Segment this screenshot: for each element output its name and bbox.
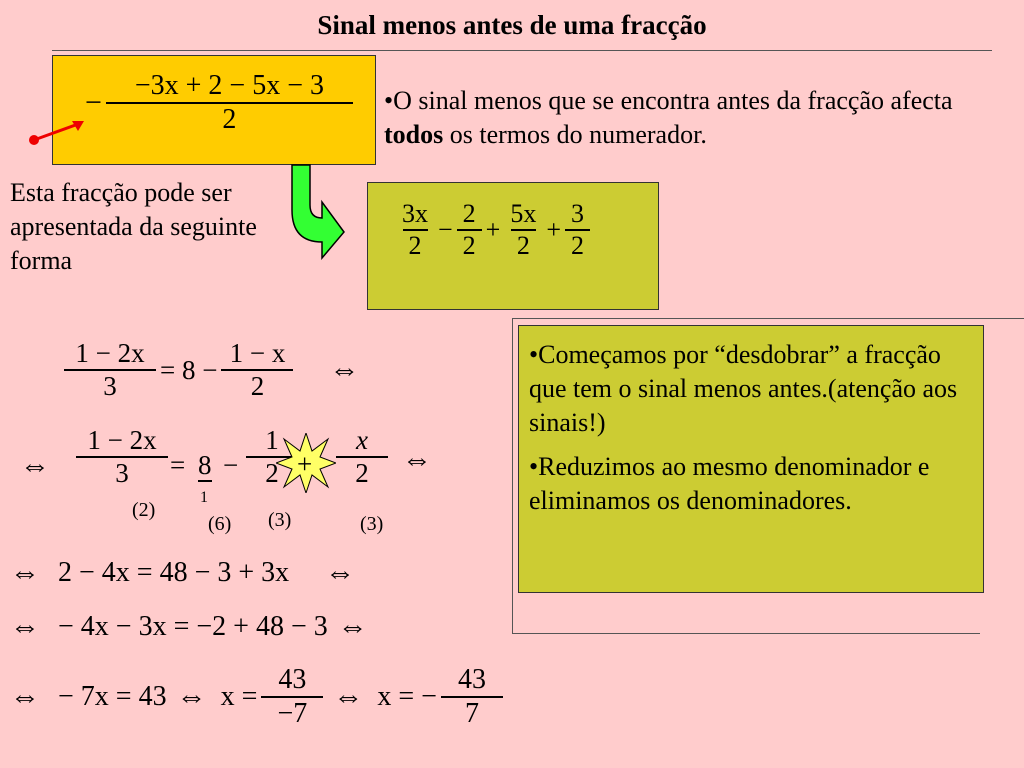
multiplier-label: (6) [208, 513, 232, 535]
step-5-expr: − 7x = 43 [58, 681, 167, 712]
multiplier-label: (2) [132, 499, 156, 521]
expanded-sign-2: − [438, 215, 453, 244]
sign-note-bold: todos [384, 120, 444, 149]
expanded-term-4-den: 2 [565, 229, 590, 261]
step-2 [10, 425, 510, 545]
expanded-term-4-num: 3 [571, 199, 585, 228]
leading-minus-sign: − [85, 86, 102, 119]
step-2-f1-den: 3 [76, 456, 168, 489]
step-2-f3-den: 2 [336, 456, 388, 489]
step-1-eq: = 8 − [160, 354, 218, 385]
step-2-eight: 8 [198, 450, 212, 480]
step-5-f2-den: 7 [441, 696, 503, 730]
expanded-term-3-num: 5x [510, 199, 537, 228]
step-2-f1-num: 1 − 2x [87, 425, 157, 455]
expanded-term-2-den: 2 [457, 229, 482, 261]
expanded-term-4 [565, 199, 590, 261]
equivalence-icon: ⇔ [10, 680, 40, 713]
curved-arrow-icon [280, 160, 350, 260]
step-1-lhs-num: 1 − 2x [75, 338, 145, 368]
info-bottom-rule [512, 633, 980, 634]
expanded-term-1 [396, 199, 434, 261]
multiplier-label: (3) [360, 513, 384, 535]
step-5-f1-den: −7 [261, 696, 323, 730]
sign-note-suffix: os termos do numerador. [443, 120, 707, 149]
step-2-eq: = [170, 450, 186, 480]
info-left-rule [512, 318, 513, 634]
step-3-expr: 2 − 4x = 48 − 3 + 3x [58, 557, 290, 588]
page-title: Sinal menos antes de uma fracção [317, 10, 707, 40]
expanded-term-2 [457, 199, 482, 261]
step-5-f2 [441, 664, 503, 730]
original-fraction-box [52, 55, 376, 165]
expanded-term-1-den: 2 [403, 229, 428, 261]
pointer-arrow-icon [26, 115, 96, 150]
info-box [518, 325, 984, 593]
sign-note [384, 84, 1014, 152]
step-5-f2-num: 43 [457, 664, 486, 695]
step-2-f2-den: 2 [246, 456, 298, 489]
step-4-expr: − 4x − 3x = −2 + 48 − 3 [58, 611, 328, 642]
equivalence-icon: ⇔ [325, 556, 356, 589]
expanded-term-2-num: 2 [462, 199, 476, 228]
original-numerator: −3x + 2 − 5x − 3 [134, 70, 324, 101]
step-2-plus: + [297, 449, 313, 479]
expanded-term-3-den: 2 [511, 229, 536, 261]
original-fraction [106, 70, 353, 136]
step-5-f1 [261, 664, 323, 730]
step-2-f2-num: 1 [265, 425, 279, 455]
info-top-rule [512, 318, 1024, 319]
equivalence-icon: ⇔ [337, 610, 368, 643]
equivalence-icon: ⇔ [402, 443, 432, 476]
step-1-rhs-den: 2 [221, 369, 293, 402]
step-1 [64, 338, 369, 402]
representation-note: Esta fracção pode ser apresentada da seguinte forma [10, 178, 257, 275]
expanded-fraction-box [367, 182, 659, 310]
equivalence-icon: ⇔ [10, 556, 40, 589]
expanded-sign-3: + [485, 215, 501, 244]
equivalence-icon: ⇔ [333, 680, 364, 713]
step-2-minus: − [223, 450, 239, 480]
step-2-f3-num: x [356, 425, 368, 455]
step-4 [10, 610, 378, 644]
step-2-f1 [76, 425, 168, 489]
title-rule [52, 50, 992, 51]
step-5-x1: x = [220, 681, 258, 712]
original-denominator: 2 [106, 102, 353, 136]
equivalence-icon: ⇔ [10, 610, 40, 643]
expanded-sign-4: + [546, 215, 562, 244]
expanded-term-3 [504, 199, 542, 261]
step-1-lhs [64, 338, 156, 402]
step-3 [10, 556, 365, 590]
equivalence-icon: ⇔ [176, 680, 207, 713]
info-paragraph-1: •Começamos por “desdobrar” a fracção que tem o sinal menos antes.(atenção aos sinais!) [529, 340, 958, 437]
info-paragraph-2: •Reduzimos ao mesmo denominador e eliminamos os denominadores. [529, 452, 930, 515]
step-1-rhs-num: 1 − x [229, 338, 286, 368]
step-5 [10, 664, 503, 730]
step-1-lhs-den: 3 [64, 369, 156, 402]
step-2-f3 [336, 425, 388, 489]
step-5-f1-num: 43 [278, 664, 307, 695]
equivalence-icon: ⇔ [329, 353, 360, 386]
sign-note-prefix: •O sinal menos que se encontra antes da fracção afecta [384, 86, 953, 115]
expanded-term-1-num: 3x [402, 199, 428, 228]
step-1-rhs [221, 338, 293, 402]
equivalence-icon: ⇔ [20, 449, 50, 482]
step-5-x2: x = − [377, 681, 437, 712]
multiplier-label: 1 [200, 489, 208, 506]
multiplier-label: (3) [268, 509, 292, 531]
